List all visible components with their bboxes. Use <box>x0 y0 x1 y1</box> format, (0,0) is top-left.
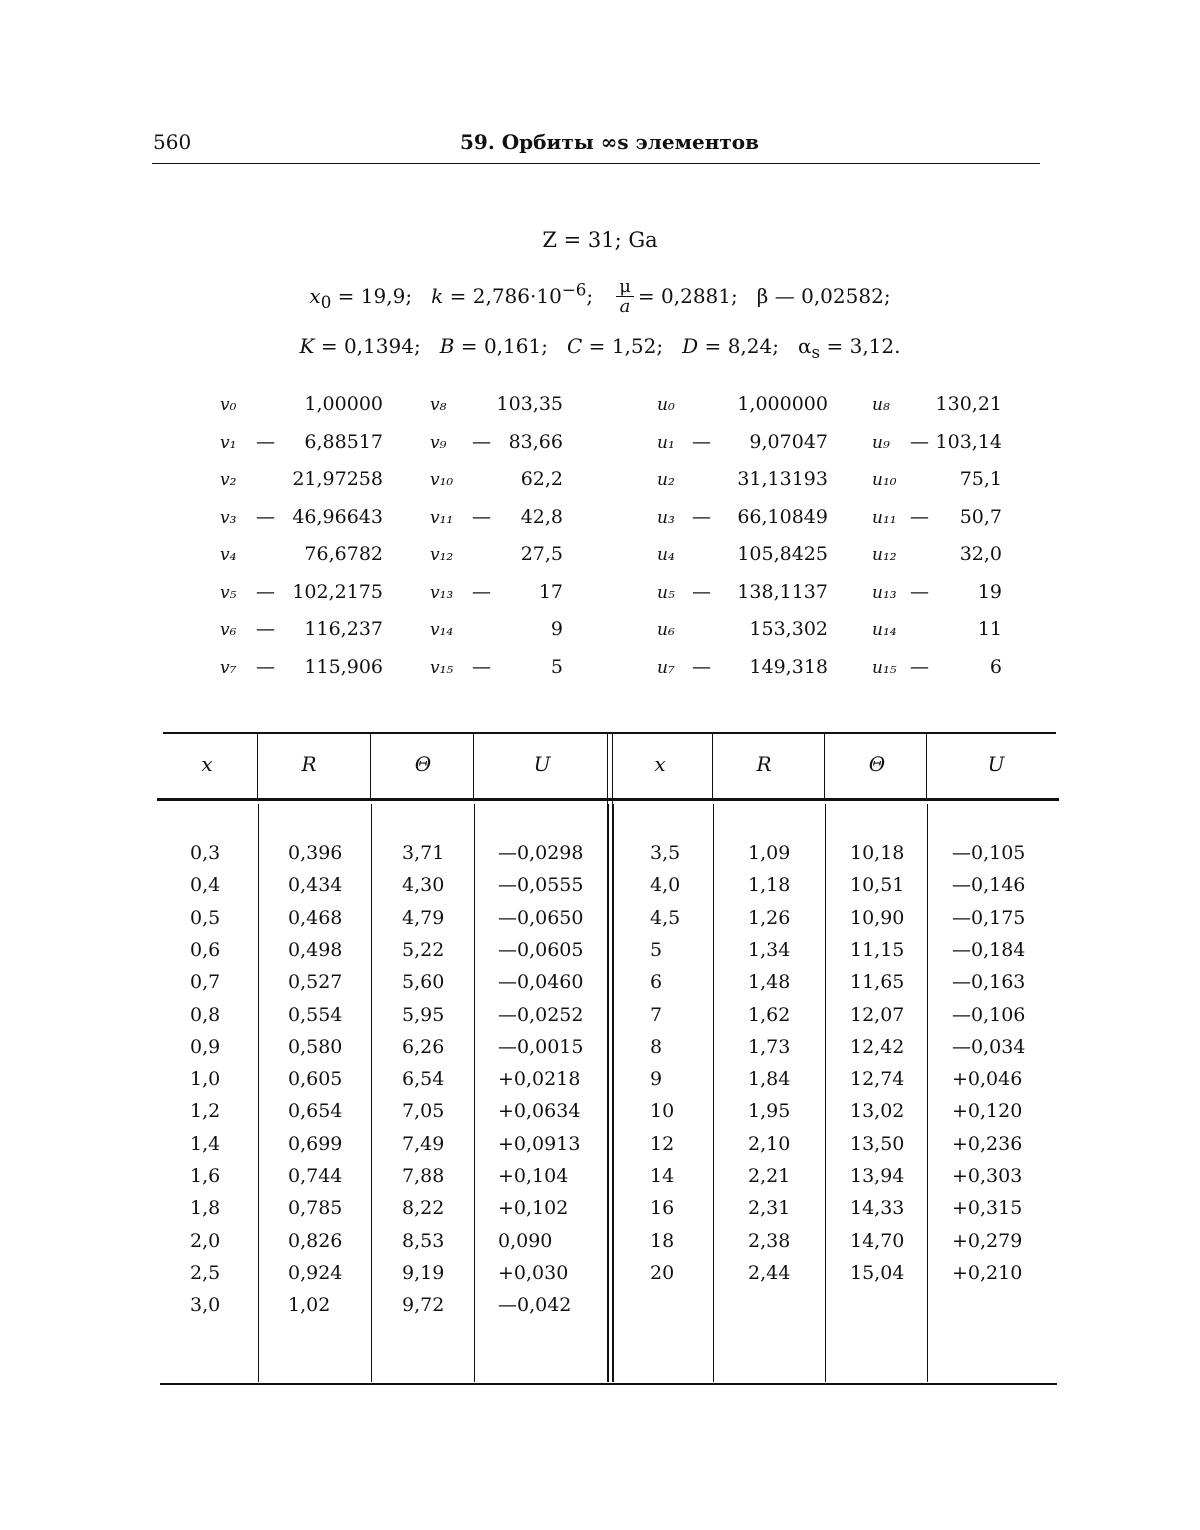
column-rule <box>712 734 713 798</box>
u-coef-6-label: u₆ <box>657 620 675 640</box>
table-cell: 8 <box>650 1036 662 1058</box>
table-cell: 1,95 <box>748 1100 790 1122</box>
table-cell: 9,19 <box>402 1262 444 1284</box>
table-cell: 1,34 <box>748 939 790 961</box>
table-cell: +0,210 <box>952 1262 1022 1284</box>
u-coef-10-label: u₁₀ <box>872 470 897 490</box>
column-rule <box>370 734 371 798</box>
u-coef-7-label: u₇ <box>657 658 675 678</box>
param-beta: 0,02582 <box>801 284 884 308</box>
u-coef-5-sign: — <box>692 581 711 603</box>
table-header-rule <box>157 798 1059 801</box>
u-coef-10-value: 75,1 <box>862 468 1002 490</box>
table-cell: 5,95 <box>402 1004 444 1026</box>
column-rule <box>608 804 609 1382</box>
table-cell: 0,654 <box>288 1100 342 1122</box>
table-bottom-rule <box>160 1383 1057 1385</box>
v-coef-15-sign: — <box>472 656 491 678</box>
table-cell: 2,5 <box>190 1262 220 1284</box>
param-k-exponent: −6 <box>562 280 587 299</box>
u-coef-3-value: 66,10849 <box>688 506 828 528</box>
v-coef-5-sign: — <box>256 581 275 603</box>
table-cell: 10,51 <box>850 874 904 896</box>
v-coef-0-label: v₀ <box>220 395 236 415</box>
table-cell: 10,90 <box>850 907 904 929</box>
u-coef-3-sign: — <box>692 506 711 528</box>
table-cell: 5,60 <box>402 971 444 993</box>
table-cell: 0,527 <box>288 971 342 993</box>
table-cell: +0,303 <box>952 1165 1022 1187</box>
v-coef-7-label: v₇ <box>220 658 236 678</box>
v-coef-12-label: v₁₂ <box>430 545 453 565</box>
table-cell: 1,26 <box>748 907 790 929</box>
table-cell: 1,48 <box>748 971 790 993</box>
table-cell: 10,18 <box>850 842 904 864</box>
column-rule <box>825 804 826 1382</box>
v-coef-11-label: v₁₁ <box>430 508 453 528</box>
u-coef-11-label: u₁₁ <box>872 508 897 528</box>
v-coef-8-label: v₈ <box>430 395 446 415</box>
table-cell: 13,94 <box>850 1165 904 1187</box>
v-coef-4-value: 76,6782 <box>243 543 383 565</box>
v-coef-13-value: 17 <box>423 581 563 603</box>
column-rule <box>713 804 714 1382</box>
table-cell: 0,785 <box>288 1197 342 1219</box>
u-coef-2-value: 31,13193 <box>688 468 828 490</box>
v-coef-5-value: 102,2175 <box>243 581 383 603</box>
table-cell: —0,0252 <box>498 1004 583 1026</box>
table-cell: 1,2 <box>190 1100 220 1122</box>
table-cell: 8,22 <box>402 1197 444 1219</box>
table-cell: 0,434 <box>288 874 342 896</box>
v-coef-15-value: 5 <box>423 656 563 678</box>
parameters-line-1: x0 = 19,9; k = 2,786·10−6; μ a = 0,2881; β — 0,02582; <box>0 278 1200 317</box>
table-cell: 3,71 <box>402 842 444 864</box>
v-coef-14-label: v₁₄ <box>430 620 453 640</box>
column-header: Θ <box>847 752 907 776</box>
table-cell: 12,74 <box>850 1068 904 1090</box>
table-cell: 2,0 <box>190 1230 220 1252</box>
column-header: U <box>966 752 1026 776</box>
table-cell: 0,699 <box>288 1133 342 1155</box>
u-coef-8-value: 130,21 <box>862 393 1002 415</box>
u-coef-15-sign: — <box>910 656 929 678</box>
v-coef-11-value: 42,8 <box>423 506 563 528</box>
table-cell: 4,30 <box>402 874 444 896</box>
table-cell: 0,090 <box>498 1230 552 1252</box>
column-rule <box>926 734 927 798</box>
table-cell: +0,236 <box>952 1133 1022 1155</box>
v-coef-9-sign: — <box>472 431 491 453</box>
u-coef-6-value: 153,302 <box>688 618 828 640</box>
mu-over-a-fraction: μ a <box>616 278 634 317</box>
table-cell: 4,79 <box>402 907 444 929</box>
table-cell: 11,15 <box>850 939 904 961</box>
table-cell: 2,44 <box>748 1262 790 1284</box>
header-rule <box>152 163 1040 164</box>
table-cell: 1,73 <box>748 1036 790 1058</box>
v-coef-6-sign: — <box>256 618 275 640</box>
table-cell: —0,0460 <box>498 971 583 993</box>
table-cell: 15,04 <box>850 1262 904 1284</box>
u-coef-15-value: 6 <box>862 656 1002 678</box>
table-cell: +0,0913 <box>498 1133 580 1155</box>
table-cell: 0,498 <box>288 939 342 961</box>
table-cell: 0,580 <box>288 1036 342 1058</box>
column-rule <box>613 804 614 1382</box>
table-cell: 0,468 <box>288 907 342 929</box>
column-rule <box>474 804 475 1382</box>
table-cell: 12,42 <box>850 1036 904 1058</box>
table-cell: 7,88 <box>402 1165 444 1187</box>
u-coef-0-value: 1,000000 <box>688 393 828 415</box>
column-rule <box>824 734 825 798</box>
column-header: U <box>512 752 572 776</box>
table-cell: 0,8 <box>190 1004 220 1026</box>
table-cell: —0,0555 <box>498 874 583 896</box>
table-cell: +0,0634 <box>498 1100 580 1122</box>
u-coef-1-label: u₁ <box>657 433 675 453</box>
table-cell: 7 <box>650 1004 662 1026</box>
table-cell: 13,02 <box>850 1100 904 1122</box>
table-cell: 18 <box>650 1230 674 1252</box>
table-cell: 1,09 <box>748 842 790 864</box>
table-cell: +0,030 <box>498 1262 568 1284</box>
column-header: x <box>630 752 690 776</box>
v-coef-9-value: 83,66 <box>423 431 563 453</box>
table-cell: 2,38 <box>748 1230 790 1252</box>
table-cell: 0,744 <box>288 1165 342 1187</box>
v-coef-7-sign: — <box>256 656 275 678</box>
table-cell: —0,034 <box>952 1036 1025 1058</box>
v-coef-15-label: v₁₅ <box>430 658 453 678</box>
u-coef-14-value: 11 <box>862 618 1002 640</box>
table-cell: 7,05 <box>402 1100 444 1122</box>
param-K: 0,1394 <box>344 334 414 358</box>
u-coef-9-label: u₉ <box>872 433 890 453</box>
u-coef-13-value: 19 <box>862 581 1002 603</box>
table-cell: 1,4 <box>190 1133 220 1155</box>
v-coef-0-value: 1,00000 <box>243 393 383 415</box>
v-coef-8-value: 103,35 <box>423 393 563 415</box>
element-heading: Z = 31; Ga <box>0 228 1200 252</box>
table-cell: 16 <box>650 1197 674 1219</box>
u-coef-4-value: 105,8425 <box>688 543 828 565</box>
v-coef-10-value: 62,2 <box>423 468 563 490</box>
u-coef-8-label: u₈ <box>872 395 890 415</box>
table-cell: 5,22 <box>402 939 444 961</box>
column-header: R <box>279 752 339 776</box>
table-cell: 2,31 <box>748 1197 790 1219</box>
section-title: 59. Орбиты ∞s элементов <box>460 130 759 154</box>
table-cell: 11,65 <box>850 971 904 993</box>
table-cell: 0,605 <box>288 1068 342 1090</box>
param-alpha-s: 3,12 <box>850 334 895 358</box>
column-rule <box>258 804 259 1382</box>
table-cell: 12 <box>650 1133 674 1155</box>
v-coef-14-value: 9 <box>423 618 563 640</box>
table-cell: 0,7 <box>190 971 220 993</box>
u-coef-14-label: u₁₄ <box>872 620 897 640</box>
table-cell: 14,70 <box>850 1230 904 1252</box>
table-cell: —0,175 <box>952 907 1025 929</box>
table-cell: 1,02 <box>288 1294 330 1316</box>
v-coef-3-label: v₃ <box>220 508 236 528</box>
column-header: x <box>177 752 237 776</box>
u-coef-3-label: u₃ <box>657 508 675 528</box>
table-cell: —0,146 <box>952 874 1025 896</box>
v-coef-4-label: v₄ <box>220 545 236 565</box>
v-coef-12-value: 27,5 <box>423 543 563 565</box>
table-cell: 3,5 <box>650 842 680 864</box>
table-cell: 1,0 <box>190 1068 220 1090</box>
column-rule <box>927 804 928 1382</box>
table-cell: 3,0 <box>190 1294 220 1316</box>
table-cell: 6 <box>650 971 662 993</box>
table-cell: 20 <box>650 1262 674 1284</box>
table-cell: 0,396 <box>288 842 342 864</box>
table-cell: 1,18 <box>748 874 790 896</box>
column-rule <box>371 804 372 1382</box>
column-rule <box>257 734 258 798</box>
table-cell: 13,50 <box>850 1133 904 1155</box>
table-cell: +0,104 <box>498 1165 568 1187</box>
v-coef-3-value: 46,96643 <box>243 506 383 528</box>
u-coef-12-value: 32,0 <box>862 543 1002 565</box>
column-rule <box>473 734 474 798</box>
table-top-rule <box>163 732 1056 734</box>
table-cell: 6,26 <box>402 1036 444 1058</box>
table-cell: 2,10 <box>748 1133 790 1155</box>
u-coef-11-value: 50,7 <box>862 506 1002 528</box>
u-coef-0-label: u₀ <box>657 395 675 415</box>
table-cell: —0,106 <box>952 1004 1025 1026</box>
table-cell: 14,33 <box>850 1197 904 1219</box>
table-cell: 2,21 <box>748 1165 790 1187</box>
table-cell: 1,8 <box>190 1197 220 1219</box>
table-cell: 12,07 <box>850 1004 904 1026</box>
table-cell: 0,5 <box>190 907 220 929</box>
table-cell: 0,9 <box>190 1036 220 1058</box>
v-coef-3-sign: — <box>256 506 275 528</box>
page-number: 560 <box>153 130 191 154</box>
table-cell: 1,62 <box>748 1004 790 1026</box>
table-cell: 1,6 <box>190 1165 220 1187</box>
param-D: 8,24 <box>728 334 773 358</box>
table-cell: 0,924 <box>288 1262 342 1284</box>
table-cell: +0,102 <box>498 1197 568 1219</box>
table-cell: —0,0015 <box>498 1036 583 1058</box>
v-coef-6-label: v₆ <box>220 620 236 640</box>
table-cell: 4,5 <box>650 907 680 929</box>
table-cell: —0,0298 <box>498 842 583 864</box>
v-coef-13-label: v₁₃ <box>430 583 453 603</box>
u-coef-4-label: u₄ <box>657 545 675 565</box>
u-coef-1-sign: — <box>692 431 711 453</box>
table-cell: +0,120 <box>952 1100 1022 1122</box>
v-coef-1-sign: — <box>256 431 275 453</box>
table-cell: 0,3 <box>190 842 220 864</box>
column-header: R <box>734 752 794 776</box>
table-cell: +0,0218 <box>498 1068 580 1090</box>
v-coef-6-value: 116,237 <box>243 618 383 640</box>
u-coef-15-label: u₁₅ <box>872 658 897 678</box>
v-coef-2-label: v₂ <box>220 470 236 490</box>
table-cell: 9,72 <box>402 1294 444 1316</box>
param-C: 1,52 <box>612 334 657 358</box>
table-cell: —0,184 <box>952 939 1025 961</box>
u-coef-12-label: u₁₂ <box>872 545 897 565</box>
table-cell: 7,49 <box>402 1133 444 1155</box>
table-cell: 4,0 <box>650 874 680 896</box>
u-coef-5-value: 138,1137 <box>688 581 828 603</box>
table-cell: 1,84 <box>748 1068 790 1090</box>
table-cell: 8,53 <box>402 1230 444 1252</box>
u-coef-13-label: u₁₃ <box>872 583 897 603</box>
u-coef-1-value: 9,07047 <box>688 431 828 453</box>
v-coef-1-label: v₁ <box>220 433 236 453</box>
v-coef-11-sign: — <box>472 506 491 528</box>
v-coef-1-value: 6,88517 <box>243 431 383 453</box>
param-mu-over-a: 0,2881 <box>661 284 731 308</box>
v-coef-7-value: 115,906 <box>243 656 383 678</box>
parameters-line-2: K = 0,1394; B = 0,161; C = 1,52; D = 8,24; αs = 3,12. <box>0 334 1200 362</box>
v-coef-13-sign: — <box>472 581 491 603</box>
param-B: 0,161 <box>484 334 541 358</box>
u-coef-9-sign: — <box>910 431 929 453</box>
v-coef-2-value: 21,97258 <box>243 468 383 490</box>
table-cell: 6,54 <box>402 1068 444 1090</box>
table-cell: 0,826 <box>288 1230 342 1252</box>
table-cell: 10 <box>650 1100 674 1122</box>
u-coef-9-value: 103,14 <box>862 431 1002 453</box>
table-cell: 0,554 <box>288 1004 342 1026</box>
u-coef-13-sign: — <box>910 581 929 603</box>
table-cell: —0,163 <box>952 971 1025 993</box>
column-header: Θ <box>393 752 453 776</box>
table-cell: 14 <box>650 1165 674 1187</box>
table-cell: +0,315 <box>952 1197 1022 1219</box>
table-cell: 9 <box>650 1068 662 1090</box>
table-cell: 0,6 <box>190 939 220 961</box>
table-cell: +0,046 <box>952 1068 1022 1090</box>
v-coef-9-label: v₉ <box>430 433 446 453</box>
table-cell: 5 <box>650 939 662 961</box>
u-coef-7-value: 149,318 <box>688 656 828 678</box>
v-coef-5-label: v₅ <box>220 583 236 603</box>
table-cell: +0,279 <box>952 1230 1022 1252</box>
table-cell: —0,0605 <box>498 939 583 961</box>
table-cell: —0,042 <box>498 1294 571 1316</box>
u-coef-5-label: u₅ <box>657 583 675 603</box>
u-coef-2-label: u₂ <box>657 470 675 490</box>
table-cell: —0,0650 <box>498 907 583 929</box>
u-coef-7-sign: — <box>692 656 711 678</box>
param-k: 2,786·10 <box>473 284 562 308</box>
param-x0: 19,9 <box>361 284 406 308</box>
table-cell: —0,105 <box>952 842 1025 864</box>
table-cell: 0,4 <box>190 874 220 896</box>
u-coef-11-sign: — <box>910 506 929 528</box>
v-coef-10-label: v₁₀ <box>430 470 453 490</box>
